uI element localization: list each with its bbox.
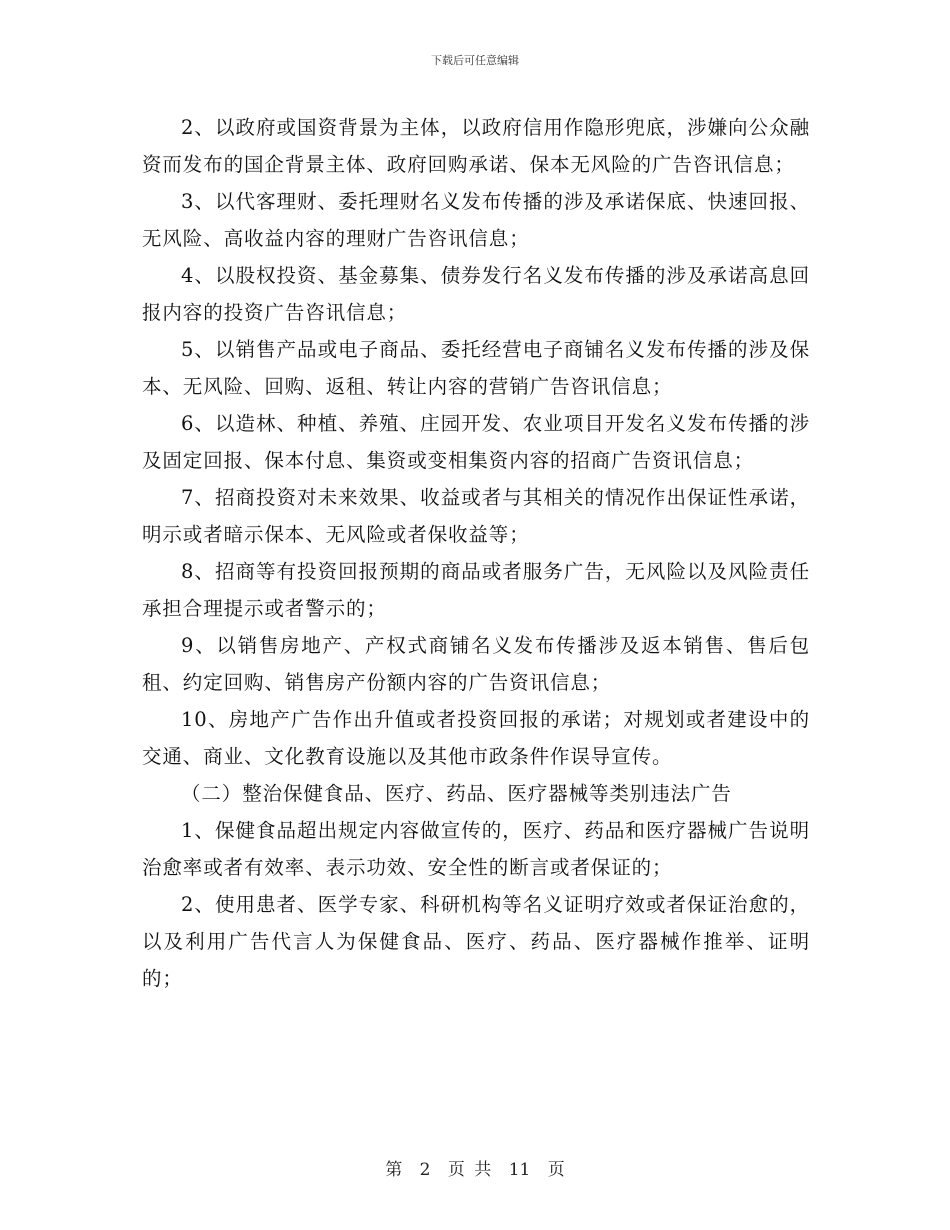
page-number: 2 xyxy=(419,1160,431,1180)
paragraph: 4、以股权投资、基金募集、债券发行名义发布传播的涉及承诺高息回报内容的投资广告咨讯信息； xyxy=(142,264,810,324)
paragraph: 3、以代客理财、委托理财名义发布传播的涉及承诺保底、快速回报、无风险、高收益内容的理财广告咨讯信息； xyxy=(142,190,810,250)
section-heading: （二）整治保健食品、医疗、药品、医疗器械等类别违法广告 xyxy=(181,782,732,805)
footer-suffix: 页 xyxy=(547,1160,565,1180)
paragraph: 2、以政府或国资背景为主体，以政府信用作隐形兜底，涉嫌向公众融资而发布的国企背景主体、政府回购承诺、保本无风险的广告咨讯信息； xyxy=(142,116,810,176)
paragraph: 2、使用患者、医学专家、科研机构等名义证明疗效或者保证治愈的，以及利用广告代言人为保健食品、医疗、药品、医疗器械作推举、证明的； xyxy=(142,893,810,990)
paragraph: 9、以销售房地产、产权式商铺名义发布传播涉及返本销售、售后包租、约定回购、销售房产份额内容的广告资讯信息； xyxy=(142,634,810,694)
footer-prefix: 第 xyxy=(385,1160,403,1180)
document-body xyxy=(142,109,810,997)
paragraph: 1、保健食品超出规定内容做宣传的，医疗、药品和医疗器械广告说明治愈率或者有效率、表示功效、安全性的断言或者保证的； xyxy=(142,819,810,879)
page-footer xyxy=(0,1155,950,1180)
page-header: 下载后可任意编辑 xyxy=(431,54,519,67)
paragraph: 7、招商投资对未来效果、收益或者与其相关的情况作出保证性承诺，明示或者暗示保本、无风险或者保收益等； xyxy=(142,486,810,546)
footer-middle: 页 共 xyxy=(447,1160,492,1180)
paragraph: 6、以造林、种植、养殖、庄园开发、农业项目开发名义发布传播的涉及固定回报、保本付息、集资或变相集资内容的招商广告资讯信息； xyxy=(142,412,810,472)
paragraph: 8、招商等有投资回报预期的商品或者服务广告，无风险以及风险责任承担合理提示或者警示的； xyxy=(142,560,810,620)
paragraph: 5、以销售产品或电子商品、委托经营电子商铺名义发布传播的涉及保本、无风险、回购、返租、转让内容的营销广告咨讯信息； xyxy=(142,338,810,398)
paragraph: 10、房地产广告作出升值或者投资回报的承诺；对规划或者建设中的交通、商业、文化教育设施以及其他市政条件作误导宣传。 xyxy=(142,708,810,768)
page-total: 11 xyxy=(508,1160,531,1180)
